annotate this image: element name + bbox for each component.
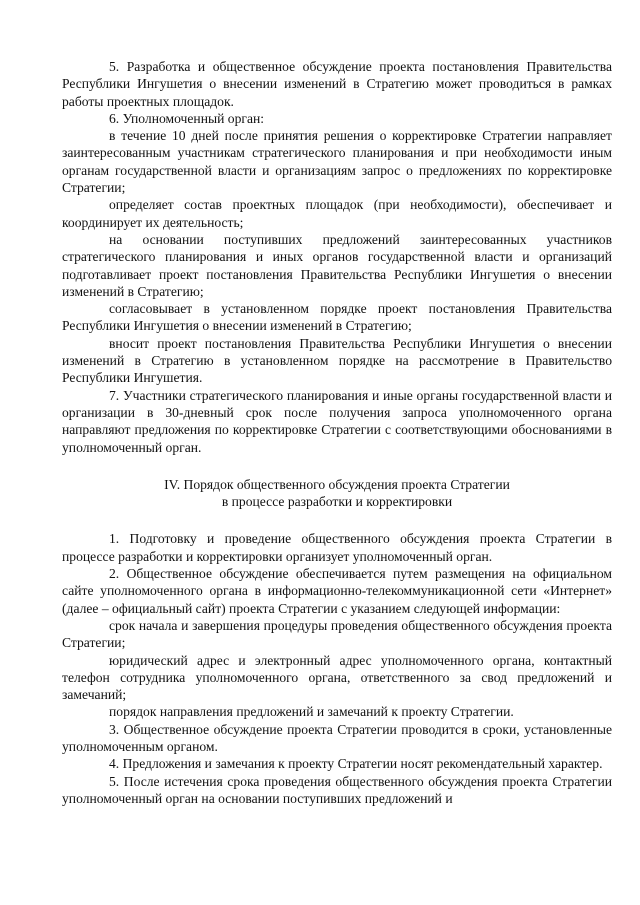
paragraph: 3. Общественное обсуждение проекта Стратегии проводится в сроки, установленные уполномоченным органом. [62, 721, 612, 754]
paragraph: в течение 10 дней после принятия решения о корректировке Стратегии направляет заинтересованным участникам стратегического планирования и при необходимости иным органам государственной власти и организациям запрос о предложениях по корректировке Стратегии; [62, 128, 612, 196]
section-heading-line: IV. Порядок общественного обсуждения проекта Стратегии [164, 476, 510, 492]
section-heading-line: в процессе разработки и корректировки [221, 494, 453, 510]
paragraph: 4. Предложения и замечания к проекту Стратегии носят рекомендательный характер. [109, 756, 603, 772]
paragraph: согласовывает в установленном порядке проект постановления Правительства Республики Ингушетия о внесении изменений в Стратегию; [62, 301, 612, 334]
section-heading [62, 476, 612, 511]
paragraph: вносит проект постановления Правительства Республики Ингушетия о внесении изменений в Стратегию в установленном порядке на рассмотрение в Правительство Республики Ингушетия. [62, 335, 612, 386]
paragraph: 1. Подготовку и проведение общественного обсуждения проекта Стратегии в процессе разработки и корректировки организует уполномоченный орган. [62, 531, 612, 564]
paragraph: 2. Общественное обсуждение обеспечивается путем размещения на официальном сайте уполномоченного органа в информационно-телекоммуникационной сети «Интернет» (далее – официальный сайт) проекта Стратегии с указанием следующей информации: [62, 566, 612, 616]
paragraph: юридический адрес и электронный адрес уполномоченного органа, контактный телефон сотрудника уполномоченного органа, ответственного за свод предложений и замечаний; [62, 652, 612, 703]
paragraph: 7. Участники стратегического планирования и иные органы государственной власти и организации в 30-дневный срок после получения запроса уполномоченного органа направляют предложения по корректировке Стратегии с соответствующими обоснованиями в уполномоченный орган. [62, 387, 612, 455]
spacer [62, 510, 612, 530]
paragraph: срок начала и завершения процедуры проведения общественного обсуждения проекта Стратегии; [62, 617, 612, 651]
paragraph: 5. Разработка и общественное обсуждение проекта постановления Правительства Республики Ингушетия о внесении изменений в Стратегию может проводиться в рамках работы проектных площадок. [62, 59, 612, 109]
paragraph: определяет состав проектных площадок (при необходимости), обеспечивает и координирует их деятельность; [62, 197, 612, 230]
paragraph: порядок направления предложений и замечаний к проекту Стратегии. [109, 704, 514, 720]
paragraph: 6. Уполномоченный орган: [109, 110, 265, 126]
paragraph: на основании поступивших предложений заинтересованных участников стратегического планирования и иных органов государственной власти и организаций подготавливает проект постановления Правительства Республики Ингушетия о внесении изменений в Стратегию; [62, 231, 612, 299]
paragraph: 5. После истечения срока проведения общественного обсуждения проекта Стратегии уполномоченный орган на основании поступивших предложений и [62, 773, 612, 806]
